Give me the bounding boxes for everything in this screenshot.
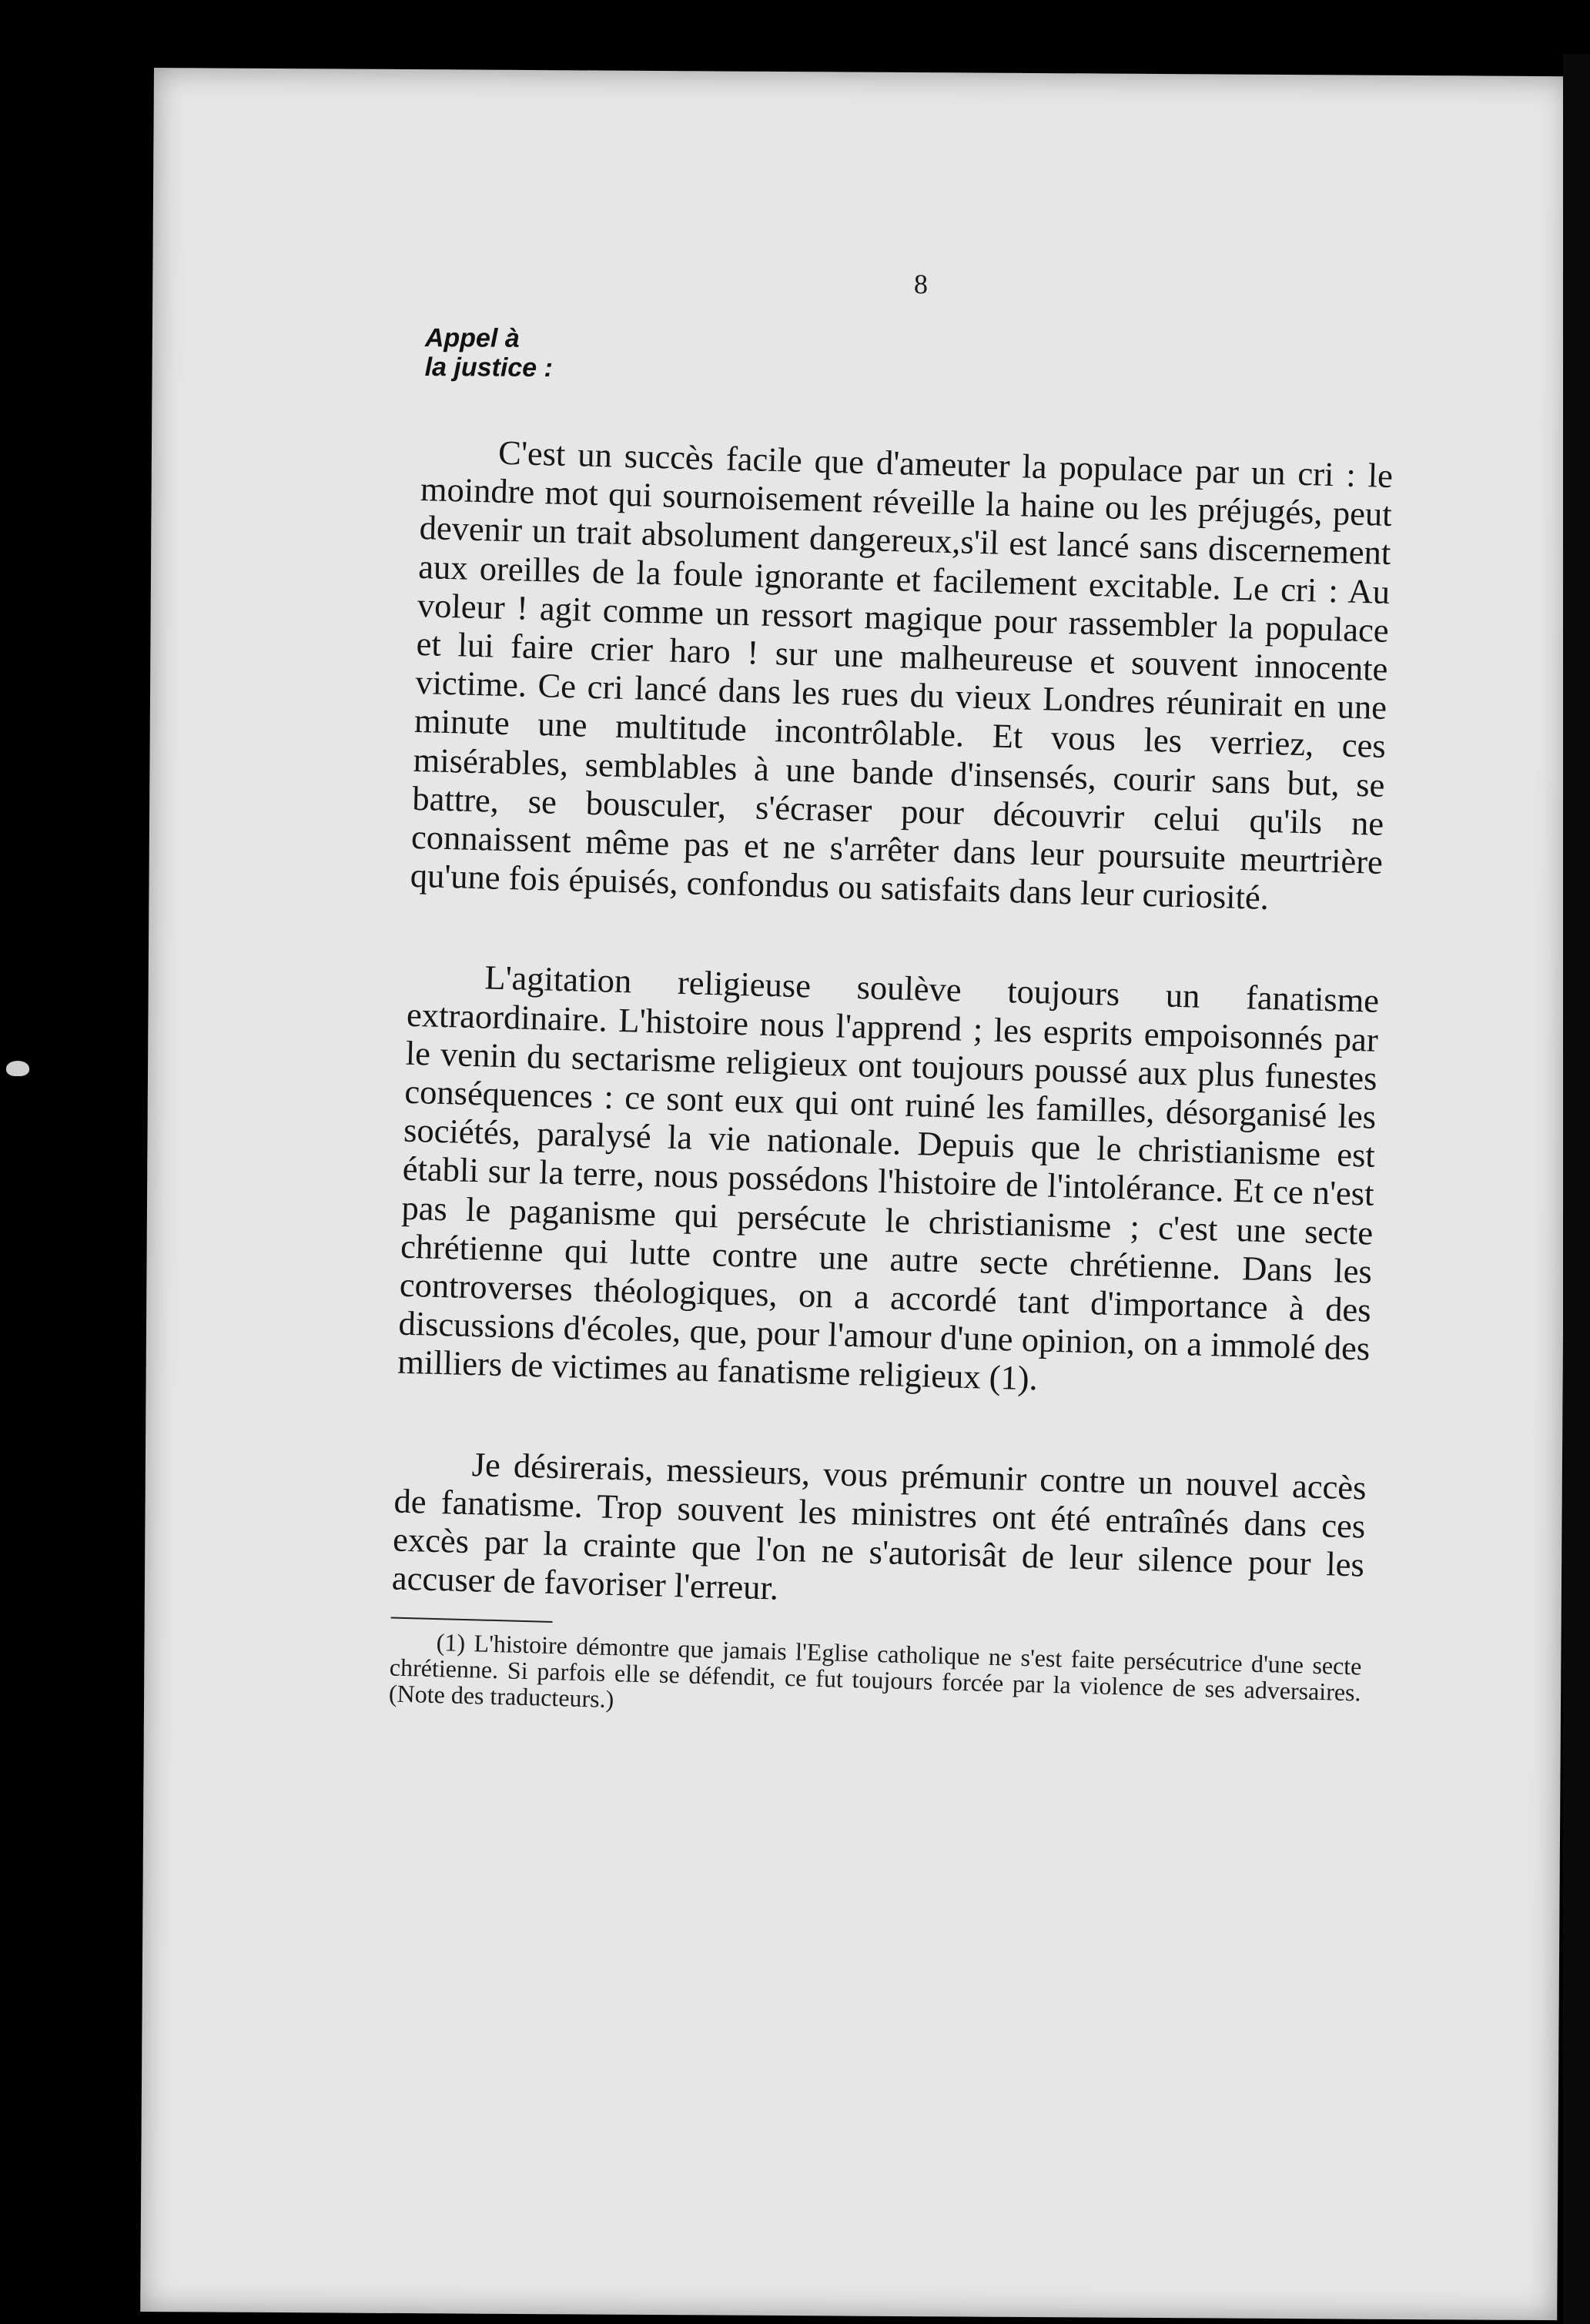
side-heading-line-1: Appel à bbox=[424, 323, 520, 353]
footnote-divider bbox=[391, 1617, 553, 1623]
side-heading-line-2: la justice : bbox=[424, 352, 554, 383]
body-text bbox=[389, 431, 1394, 1732]
side-heading bbox=[425, 323, 554, 383]
footnote: (1) L'histoire démontre que jamais l'Eglise catholique ne s'est faite persécutrice d'une secte chrétienne. Si parfois elle se défendit, ce fut toujours forcée par la violence de ses adversaires. (Note des traducteurs.) bbox=[388, 1628, 1362, 1714]
paragraph-3: Je désirerais, messieurs, vous prémunir contre un nouvel accès de fanatisme. Trop souvent les ministres ont été entraînés dans ces excès par la crainte que l'on ne s'autorisât de leur silence pour les accuser de favoriser l'erreur. bbox=[391, 1444, 1367, 1607]
paragraph-2: L'agitation religieuse soulève toujours un fanatisme extraordinaire. L'histoire nous l'apprend ; les esprits empoisonnés par le venin du sectarisme religieux ont toujours poussé aux plus funestes conséquences : ce sont eux qui ont ruiné les familles, désorganisé les sociétés, paralysé la vie nationale. Depuis que le christianisme est établi sur la terre, nous possédons l'histoire de l'intolérance. Et ce n'est pas le paganisme qui persécute le christianisme ; c'est une secte chrétienne qui lutte contre une autre secte chrétienne. Dans les controverses théologiques, on a accordé tant d'importance à des discussions d'écoles, que, pour l'amour d'une opinion, on a immolé des milliers de victimes au fanatisme religieux (1). bbox=[397, 958, 1380, 1398]
scan-speck bbox=[6, 1061, 29, 1076]
paragraph-1: C'est un succès facile que d'ameuter la populace par un cri : le moindre mot qui sournoisement réveille la haine ou les préjugés, peut devenir un trait absolument dangereux,s'il est lancé sans discernement aux oreilles de la foule ignorante et facilement excitable. Le cri : Au voleur ! agit comme un ressort magique pour rassembler la populace et lui faire crier haro ! sur une malheureuse et souvent innocente victime. Ce cri lancé dans les rues du vieux Londres réunirait en une minute une multitude incontrôlable. Et vous les verriez, ces misérables, semblables à une bande d'insensés, courir sans but, se battre, se bousculer, s'écraser pour découvrir celui qu'ils ne connaissent même pas et ne s'arrêter dans leur poursuite meurtrière qu'une fois épuisés, confondus ou satisfaits dans leur curiosité. bbox=[410, 433, 1394, 918]
scan-edge bbox=[1563, 54, 1590, 2324]
page-number: 8 bbox=[913, 268, 929, 300]
